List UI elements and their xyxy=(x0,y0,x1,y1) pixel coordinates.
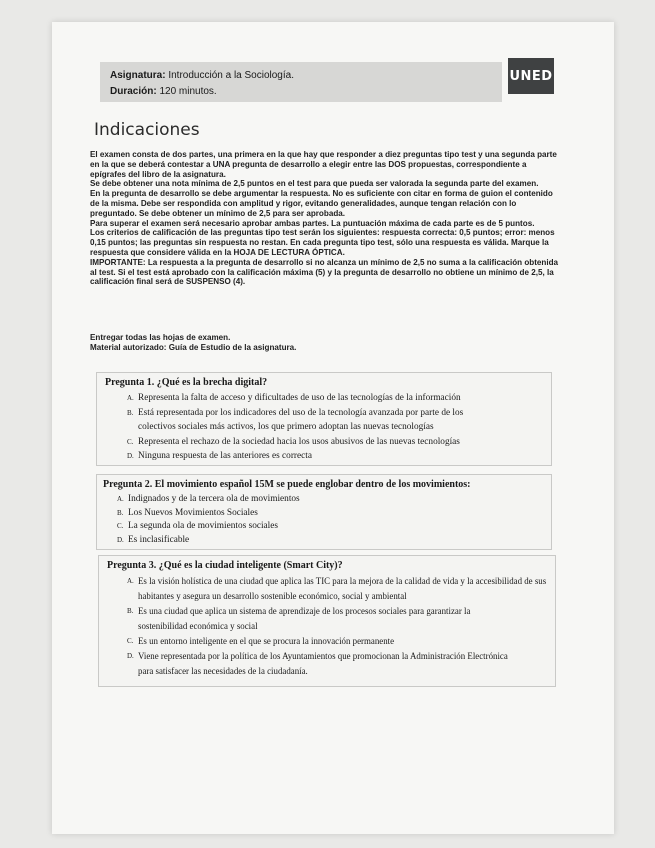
subject-value: Introducción a la Sociología. xyxy=(168,70,294,81)
answer-option[interactable] xyxy=(127,574,547,604)
instruction-paragraph: Se debe obtener una nota mínima de 2,5 puntos en el test para que pueda ser valorada la segunda parte del examen. xyxy=(90,179,539,189)
instruction-paragraph: El examen consta de dos partes, una primera en la que hay que responder a diez preguntas tipo test y una segunda parte en la que se deberá contestar a UNA pregunta de desarrollo a elegir entre las DOS propuestas, correspondiente a epígrafes del libro de la asignatura. xyxy=(90,150,557,179)
answer-option[interactable] xyxy=(127,649,547,679)
option-letter: B. xyxy=(117,508,124,517)
duration-value: 120 minutos. xyxy=(159,86,217,97)
option-letter: D. xyxy=(127,452,134,460)
duration-label: Duración: xyxy=(110,86,157,97)
option-letter: A. xyxy=(117,495,124,503)
option-text: Es una ciudad que aplica un sistema de aprendizaje de los procesos sociales para garantizar la sostenibilidad económica y social xyxy=(138,606,471,631)
instruction-paragraph: En la pregunta de desarrollo se debe argumentar la respuesta. No es suficiente con citar en forma de guion el contenido de la misma. Debe ser respondida con amplitud y rigor, evitando generalidades, aunque tengan relación con lo preguntado. Se debe obtener un mínimo de 2,5 para ser aprobada. xyxy=(90,189,553,218)
option-text: Ninguna respuesta de las anteriores es correcta xyxy=(138,451,312,461)
question-title: Pregunta 1. ¿Qué es la brecha digital? xyxy=(105,377,268,388)
instruction-paragraph: IMPORTANTE: La respuesta a la pregunta de desarrollo si no alcanza un mínimo de 2,5 no suma a la calificación obtenida al test. Si el test está aprobado con la calificación máxima (5) y la pregunta de desarrollo no obtiene un mínimo de 2,5, la calificación final será de SUSPENSO (4). xyxy=(90,257,559,287)
option-text: Representa la falta de acceso y dificultades de uso de las tecnologías de la información xyxy=(138,393,461,403)
exam-notes xyxy=(90,333,560,353)
option-text: Indignados y de la tercera ola de movimientos xyxy=(128,494,300,504)
option-text: Es un entorno inteligente en el que se procura la innovación permanente xyxy=(138,636,395,646)
deliver-note: Entregar todas las hojas de examen. xyxy=(90,333,231,342)
option-letter: C. xyxy=(127,437,134,446)
answer-option[interactable] xyxy=(127,449,543,464)
option-letter: A. xyxy=(127,577,134,585)
exam-header xyxy=(100,62,502,102)
option-text: Viene representada por la política de los Ayuntamientos que promocionan la Administración Electrónica para satisfacer las necesidades de la ciudadanía. xyxy=(138,651,508,676)
option-letter: A. xyxy=(127,394,134,402)
option-letter: C. xyxy=(117,522,124,530)
option-letter: D. xyxy=(117,535,124,544)
subject-label: Asignatura: xyxy=(110,70,166,81)
exam-sheet xyxy=(52,22,614,834)
duration-line xyxy=(110,86,217,97)
question-1 xyxy=(96,372,552,466)
option-letter: D. xyxy=(127,652,134,660)
answer-option[interactable] xyxy=(127,391,543,406)
material-note: Material autorizado: Guía de Estudio de la asignatura. xyxy=(90,343,297,352)
option-text: Es inclasificable xyxy=(128,534,190,545)
instruction-paragraph: Para superar el examen será necesario aprobar ambas partes. La puntuación máxima de cada parte es de 5 puntos. xyxy=(90,218,535,228)
answer-option[interactable] xyxy=(117,507,543,521)
uned-logo: UNED xyxy=(508,58,554,94)
instruction-paragraph: Los criterios de calificación de las preguntas tipo test serán los siguientes: respuesta correcta: 0,5 puntos; error: menos 0,15 puntos; las preguntas sin respuesta no restan. En cada pregunta tipo test, sólo una respuesta es válida. Marque la respuesta que considere válida en la HOJA DE LECTURA ÓPTICA. xyxy=(90,228,555,257)
instructions xyxy=(90,150,560,287)
option-text: Representa el rechazo de la sociedad hacia los usos abusivos de las nuevas tecnologías xyxy=(138,436,460,447)
answer-option[interactable] xyxy=(127,634,547,649)
answer-option[interactable] xyxy=(117,493,543,507)
option-text: Los Nuevos Movimientos Sociales xyxy=(128,507,258,518)
option-text: La segunda ola de movimientos sociales xyxy=(128,521,279,531)
question-2 xyxy=(96,474,552,550)
question-3 xyxy=(98,555,556,687)
question-title: Pregunta 3. ¿Qué es la ciudad inteligente (Smart City)? xyxy=(107,560,343,571)
subject-line xyxy=(110,70,294,81)
option-letter: B. xyxy=(127,607,134,615)
section-title: Indicaciones xyxy=(94,120,200,140)
question-title: Pregunta 2. El movimiento español 15M se puede englobar dentro de los movimientos: xyxy=(103,479,471,490)
answer-option[interactable] xyxy=(127,435,543,450)
option-letter: B. xyxy=(127,408,134,417)
option-letter: C. xyxy=(127,637,134,645)
option-text: Es la visión holística de una ciudad que aplica las TIC para la mejora de la calidad de vida y la accesibilidad de sus habitantes y asegura un desarrollo sostenible económico, social y ambiental xyxy=(138,576,547,601)
option-text: Está representada por los indicadores del uso de la tecnología avanzada por parte de los colectivos sociales más activos, los que primero adoptan las nuevas tecnologías xyxy=(138,407,464,432)
answer-option[interactable] xyxy=(127,406,543,435)
answer-option[interactable] xyxy=(117,520,543,534)
answer-option[interactable] xyxy=(117,534,543,548)
answer-option[interactable] xyxy=(127,604,547,634)
